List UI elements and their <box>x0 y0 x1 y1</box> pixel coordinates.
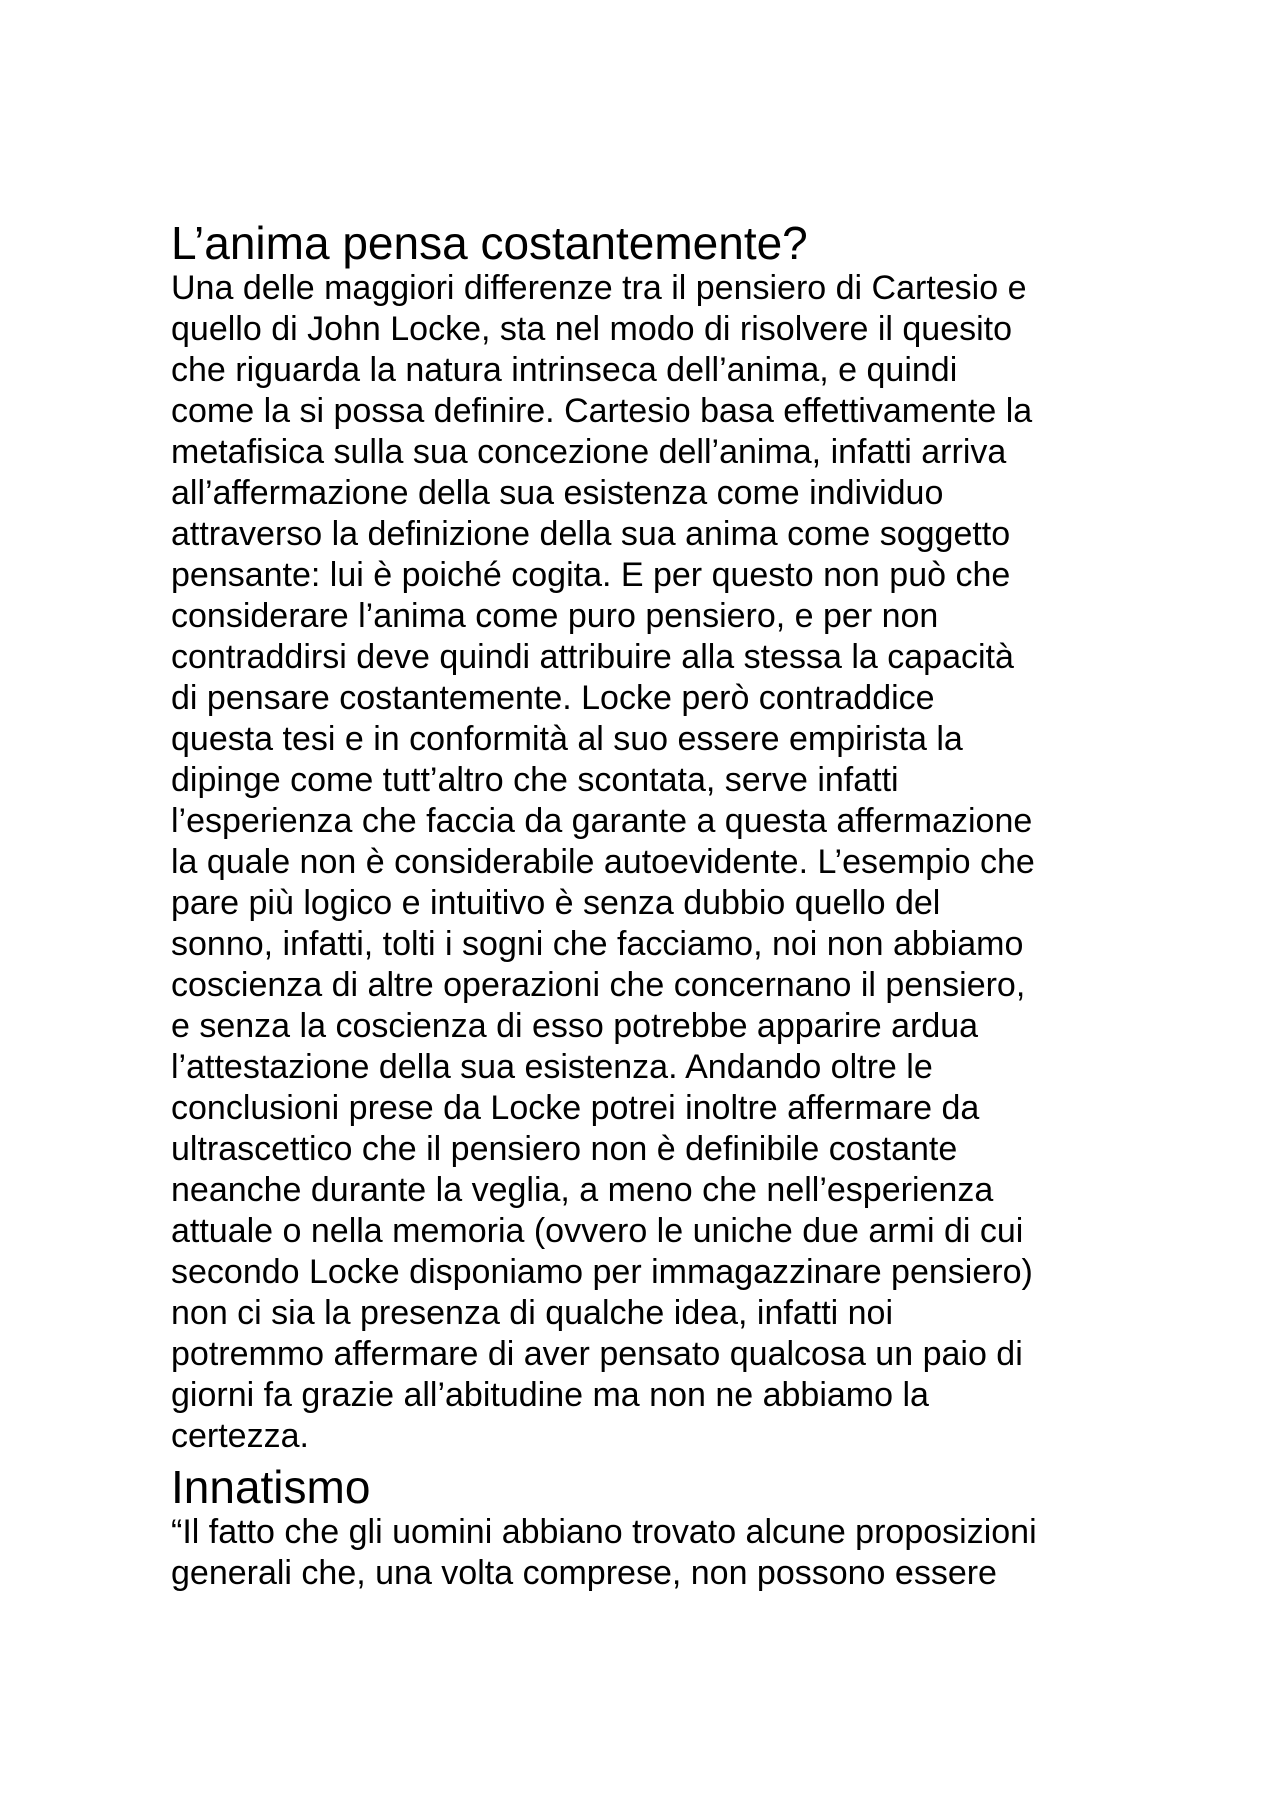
text-line: attraverso la definizione della sua anima come soggetto <box>171 515 1011 553</box>
text-line: contraddirsi deve quindi attribuire alla stessa la capacità <box>171 638 1014 676</box>
text-line: che riguarda la natura intrinseca dell’anima, e quindi <box>171 351 958 389</box>
text-line: secondo Locke disponiamo per immagazzinare pensiero) <box>171 1253 1033 1291</box>
text-line: conclusioni prese da Locke potrei inoltre affermare da <box>171 1089 980 1127</box>
text-line: ultrascettico che il pensiero non è definibile costante <box>171 1130 958 1168</box>
text-line: sonno, infatti, tolti i sogni che facciamo, noi non abbiamo <box>171 925 1024 963</box>
text-line: pensante: lui è poiché cogita. E per questo non può che <box>171 556 1011 594</box>
text-line: Una delle maggiori differenze tra il pensiero di Cartesio e <box>171 269 1027 307</box>
text-line: la quale non è considerabile autoevidente. L’esempio che <box>171 843 1035 881</box>
text-line: l’esperienza che faccia da garante a questa affermazione <box>171 802 1033 840</box>
text-line: all’affermazione della sua esistenza come individuo <box>171 474 944 512</box>
text-line: non ci sia la presenza di qualche idea, infatti noi <box>171 1294 894 1332</box>
text-line: di pensare costantemente. Locke però contraddice <box>171 679 935 717</box>
text-line: attuale o nella memoria (ovvero le uniche due armi di cui <box>171 1212 1024 1250</box>
section-heading: Innatismo <box>171 1461 371 1513</box>
paragraph <box>171 268 1111 1457</box>
text-line: potremmo affermare di aver pensato qualcosa un paio di <box>171 1335 1023 1373</box>
text-line: coscienza di altre operazioni che concernano il pensiero, <box>171 966 1026 1004</box>
document-page <box>171 218 1111 1594</box>
text-line: “Il fatto che gli uomini abbiano trovato alcune proposizioni <box>171 1513 1037 1551</box>
text-line: metafisica sulla sua concezione dell’anima, infatti arriva <box>171 433 1007 471</box>
text-line: quello di John Locke, sta nel modo di risolvere il quesito <box>171 310 1013 348</box>
text-line: pare più logico e intuitivo è senza dubbio quello del <box>171 884 941 922</box>
text-line: certezza. <box>171 1417 309 1455</box>
text-line: neanche durante la veglia, a meno che nell’esperienza <box>171 1171 994 1209</box>
text-line: giorni fa grazie all’abitudine ma non ne abbiamo la <box>171 1376 929 1414</box>
text-line: come la si possa definire. Cartesio basa effettivamente la <box>171 392 1033 430</box>
section-heading: L’anima pensa costantemente? <box>171 217 808 269</box>
text-line: dipinge come tutt’altro che scontata, serve infatti <box>171 761 899 799</box>
section-innatismo <box>171 1462 1111 1594</box>
text-line: e senza la coscienza di esso potrebbe apparire ardua <box>171 1007 979 1045</box>
text-line: l’attestazione della sua esistenza. Andando oltre le <box>171 1048 933 1086</box>
text-line: generali che, una volta comprese, non possono essere <box>171 1554 997 1592</box>
text-line: questa tesi e in conformità al suo essere empirista la <box>171 720 963 758</box>
paragraph <box>171 1512 1111 1594</box>
text-line: considerare l’anima come puro pensiero, e per non <box>171 597 939 635</box>
